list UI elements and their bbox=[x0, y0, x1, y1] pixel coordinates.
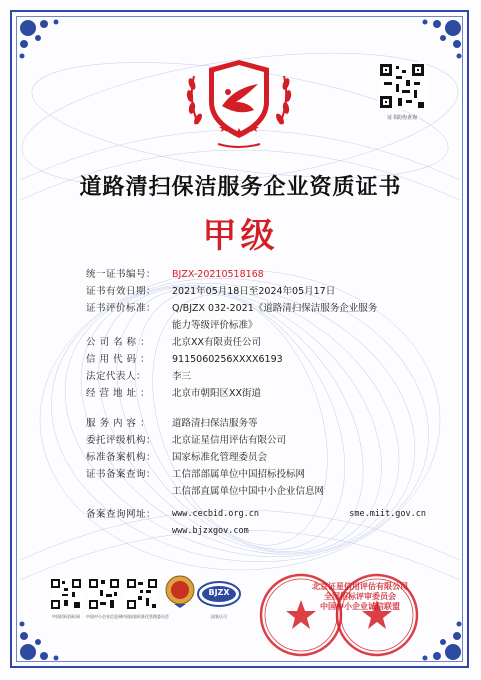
field-value: BJZX-20210518168 bbox=[172, 269, 264, 280]
field-row bbox=[86, 283, 426, 300]
field-value: 工信部部属单位中国招标投标网 bbox=[172, 469, 306, 480]
field-row bbox=[86, 300, 426, 317]
query-row bbox=[86, 506, 426, 523]
field-row bbox=[86, 466, 426, 483]
stamp-text bbox=[290, 582, 430, 612]
query-link-bjzx[interactable]: www.bjzxgov.com bbox=[172, 526, 249, 536]
field-row bbox=[86, 449, 426, 466]
field-value: 李三 bbox=[172, 371, 192, 382]
shield-emblem-icon bbox=[178, 54, 300, 154]
field-value: 北京XX有限责任公司 bbox=[172, 337, 262, 348]
field-row bbox=[86, 432, 426, 449]
field-row bbox=[86, 483, 426, 500]
field-label bbox=[86, 483, 172, 500]
query-link-miit[interactable]: sme.miit.gov.cn bbox=[349, 509, 426, 519]
cnas-badge-icon bbox=[164, 574, 196, 610]
query-link-cecbid[interactable]: www.cecbid.org.cn bbox=[172, 509, 259, 519]
field-label: 公 司 名 称 ： bbox=[86, 337, 151, 348]
field-label: 证书备案查询： bbox=[86, 469, 157, 480]
field-value: 工信部直属单位中国中小企业信息网 bbox=[172, 486, 325, 497]
certificate-title: 道路清扫保洁服务企业资质证书 bbox=[79, 174, 402, 200]
field-row bbox=[86, 368, 426, 385]
corner-ornament-icon bbox=[14, 14, 70, 70]
qr-caption: 中国招标投标网 bbox=[52, 614, 80, 619]
field-value: 2021年05月18日至2024年05月17日 bbox=[172, 286, 336, 297]
qr-caption: 证书防伪查询 bbox=[386, 115, 417, 121]
bjzx-caption: 国家认可 bbox=[211, 614, 227, 619]
field-label: 委托评级机构： bbox=[86, 435, 157, 446]
certificate-fields bbox=[86, 266, 426, 540]
field-label: 法定代表人： bbox=[86, 371, 147, 382]
field-label: 标准备案机构： bbox=[86, 452, 157, 463]
field-value: 9115060256XXXX6193 bbox=[172, 354, 283, 365]
qr-code-icon[interactable] bbox=[88, 578, 120, 610]
bjzx-logo-text: BJZX bbox=[208, 588, 230, 597]
field-label: 统一证书编号： bbox=[86, 269, 157, 280]
field-value: Q/BJZX 032-2021《道路清扫保洁服务企业服务 bbox=[172, 303, 378, 314]
qr-code-icon[interactable] bbox=[50, 578, 82, 610]
certificate-grade: 甲级 bbox=[202, 216, 279, 256]
stamp-line: 北京证星信用评估有限公司 bbox=[312, 582, 408, 591]
qr-caption: 中国国家标准化管理委员会 bbox=[121, 614, 169, 619]
field-label: 证书评价标准： bbox=[86, 303, 157, 314]
stamp-line: 全国招标评审委员会 bbox=[324, 592, 396, 601]
field-label: 经 营 地 址 ： bbox=[86, 388, 151, 399]
stamp-line: 中国中小企业诚信联盟 bbox=[320, 602, 400, 611]
field-label: 服 务 内 容 ： bbox=[86, 418, 151, 429]
field-label bbox=[86, 317, 172, 334]
field-row bbox=[86, 317, 426, 334]
field-value: 北京证星信用评估有限公司 bbox=[172, 435, 287, 446]
field-row bbox=[86, 334, 426, 351]
field-value: 能力等级评价标准》 bbox=[172, 320, 258, 331]
query-row bbox=[86, 523, 426, 540]
qr-caption: 中国中小企业信息网 bbox=[86, 614, 122, 619]
field-label: 信 用 代 码 ： bbox=[86, 354, 151, 365]
field-label: 证书有效日期： bbox=[86, 286, 157, 297]
field-row bbox=[86, 351, 426, 368]
qr-code-icon[interactable] bbox=[126, 578, 158, 610]
qr-code-icon[interactable] bbox=[378, 62, 426, 110]
field-value: 道路清扫保洁服务等 bbox=[172, 418, 258, 429]
query-label: 备案查询网址： bbox=[86, 509, 157, 520]
field-value: 北京市朝阳区XX街道 bbox=[172, 388, 262, 399]
field-row bbox=[86, 415, 426, 432]
field-row bbox=[86, 385, 426, 402]
field-value: 国家标准化管理委员会 bbox=[172, 452, 268, 463]
field-row bbox=[86, 266, 426, 283]
